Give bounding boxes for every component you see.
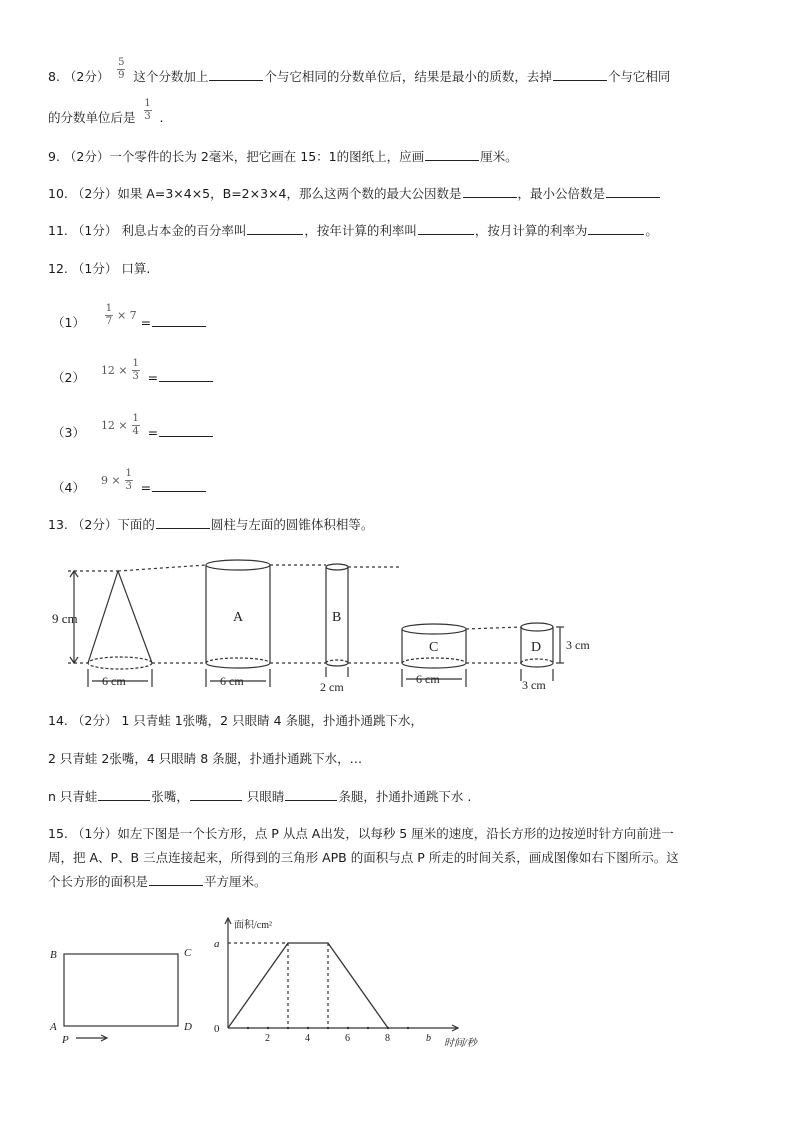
question-number: 13. (48, 517, 68, 532)
question-text: ，最小公倍数是 (517, 186, 606, 201)
answer-blank[interactable] (152, 314, 206, 327)
question-text: 下面的 (117, 517, 155, 532)
question-number: 11. (48, 223, 68, 238)
answer-blank[interactable] (98, 788, 150, 801)
cylinder-c-label: C (429, 640, 439, 655)
question-8-line-1 (48, 57, 671, 89)
fraction: $\frac{1}{3}$ (132, 358, 139, 382)
q12-item-1: （1） $\frac{1}{7}$ × 7 = (52, 312, 207, 335)
question-score: （2分） (63, 69, 110, 84)
question-14-line-2 (48, 750, 362, 768)
cylinder-a-top (206, 560, 270, 570)
height-label: 9 cm (52, 611, 78, 626)
question-text: 个与它相同的分数单位后，结果是最小的质数，去掉 (264, 69, 552, 84)
answer-blank[interactable] (418, 222, 474, 235)
question-14-line-1 (48, 712, 423, 730)
answer-blank[interactable] (209, 68, 263, 81)
question-text: 只眼睛 (246, 789, 285, 804)
question-number: 8. (48, 69, 60, 84)
question-score: （2分） (71, 517, 118, 532)
question-13 (48, 516, 373, 534)
q12-item-3: （3） 12 × $\frac{1}{4}$ = (52, 422, 214, 445)
cone-side (118, 571, 152, 663)
rectangle-figure (44, 940, 204, 1050)
question-text: n 只青蛙 (48, 789, 98, 804)
y-axis-label: 面积/cm² (234, 920, 272, 931)
cone-width-label: 6 cm (102, 674, 126, 688)
item-label: （2） (52, 370, 85, 385)
origin-label: 0 (214, 1023, 220, 1035)
question-9 (48, 148, 518, 166)
question-text: 圆柱与左面的圆锥体积相等。 (210, 517, 374, 532)
question-text: 周，把 A、P、B 三点连接起来，所得到的三角形 APB 的面积与点 P 所走的时间关系，画成图像如右下图所示。这 (48, 850, 679, 865)
question-text: 2 只青蛙 2张嘴，4 只眼睛 8 条腿，扑通扑通跳下水，… (48, 751, 363, 766)
answer-blank[interactable] (285, 788, 337, 801)
cylinder-a-width: 6 cm (220, 674, 244, 688)
x-tick-b: b (426, 1033, 431, 1044)
question-text: 如果 A=3×4×5，B=2×3×4，那么这两个数的最大公因数是 (117, 186, 462, 201)
cylinder-d-label: D (531, 640, 542, 655)
question-score: （2分） (71, 713, 118, 728)
question-text: 张嘴， (151, 789, 189, 804)
question-text: 口算. (121, 261, 151, 276)
cylinder-a-label: A (233, 610, 244, 625)
x-tick-8: 8 (385, 1033, 390, 1044)
fraction-5-9: $\frac{5}{9}$ (118, 57, 125, 81)
answer-blank[interactable] (553, 68, 607, 81)
vertex-c: C (184, 947, 192, 959)
answer-blank[interactable] (149, 873, 203, 886)
answer-blank[interactable] (159, 424, 213, 437)
x-tick-4: 4 (305, 1033, 310, 1044)
q12-item-4: （4） 9 × $\frac{1}{3}$ = (52, 477, 207, 500)
vertex-b: B (50, 949, 57, 961)
answer-blank[interactable] (463, 185, 517, 198)
cylinder-b-label: B (332, 610, 342, 625)
question-text: 一个零件的长为 2毫米，把它画在 15：1的图纸上，应画 (109, 149, 425, 164)
rectangle-abcd (64, 954, 178, 1026)
answer-blank[interactable] (190, 788, 242, 801)
cylinder-d-width: 3 cm (522, 678, 546, 692)
question-score: （1分） (71, 261, 118, 276)
cylinder-b-width: 2 cm (320, 680, 344, 694)
question-text: 利息占本金的百分率叫 (121, 223, 247, 238)
question-text: 厘米。 (480, 149, 518, 164)
question-score: （2分） (71, 186, 118, 201)
point-p: P (62, 1034, 69, 1046)
q12-item-2: （2） 12 × $\frac{1}{3}$ = (52, 367, 214, 390)
question-text: 个与它相同 (607, 69, 671, 84)
answer-blank[interactable] (425, 148, 479, 161)
item-label: （4） (52, 480, 85, 495)
x-axis-label: 时间/秒 (444, 1038, 477, 1049)
vertex-d: D (184, 1021, 192, 1033)
x-tick-6: 6 (345, 1033, 350, 1044)
question-11: 11. （1分） 利息占本金的百分率叫 ，按年计算的利率叫 ，按月计算的利率为 。 (48, 223, 658, 238)
answer-blank[interactable] (247, 222, 303, 235)
question-15-line-1 (48, 825, 674, 843)
question-score: （1分） (71, 826, 118, 841)
question-text: 如左下图是一个长方形，点 P 从点 A出发，以每秒 5 厘米的速度，沿长方形的边按逆时针方向前进一 (117, 826, 674, 841)
question-score: （2分） (63, 149, 110, 164)
cylinder-d-top (521, 623, 553, 631)
cylinder-c-width: 6 cm (416, 672, 440, 686)
fraction: $\frac{1}{3}$ (125, 468, 132, 492)
answer-blank[interactable] (152, 479, 206, 492)
cylinder-d-height: 3 cm (566, 638, 590, 652)
fraction: $\frac{1}{4}$ (132, 413, 139, 437)
question-score: （1分） (71, 223, 118, 238)
question-text: 1 只青蛙 1张嘴，2 只眼睛 4 条腿，扑通扑通跳下水， (121, 713, 423, 728)
question-number: 15. (48, 826, 68, 841)
question-14-line-3 (48, 788, 471, 806)
question-text: ，按年计算的利率叫 (304, 223, 417, 238)
question-10 (48, 185, 661, 203)
cone-base (88, 657, 152, 669)
answer-blank[interactable] (588, 222, 644, 235)
area-line (228, 943, 388, 1028)
question-12 (48, 260, 150, 278)
fraction-1-3: $\frac{1}{3}$ (144, 98, 151, 122)
question-text: 条腿，扑通扑通跳下水 . (338, 789, 472, 804)
question-number: 9. (48, 149, 60, 164)
answer-blank[interactable] (606, 185, 660, 198)
question-15-line-3 (48, 873, 267, 891)
question-15-line-2 (48, 849, 679, 867)
area-time-graph (208, 910, 498, 1050)
answer-blank[interactable] (156, 516, 210, 529)
vertex-a: A (50, 1021, 57, 1033)
question-number: 12. (48, 261, 68, 276)
answer-blank[interactable] (159, 369, 213, 382)
question-8-line-2: 的分数单位后是 $\frac{1}{3}$ . (48, 98, 164, 125)
cone-cylinders-figure (50, 555, 610, 695)
item-label: （3） (52, 425, 85, 440)
question-text: 平方厘米。 (204, 874, 267, 889)
cone-side (88, 571, 118, 663)
cylinder-b-top (326, 564, 348, 570)
fraction: $\frac{1}{7}$ (105, 303, 113, 327)
question-text: 个长方形的面积是 (48, 874, 149, 889)
item-label: （1） (52, 315, 85, 330)
question-text: 的分数单位后是 (48, 110, 136, 125)
y-value-a: a (214, 938, 220, 950)
question-number: 14. (48, 713, 68, 728)
question-text: 这个分数加上 (133, 69, 209, 84)
question-text: ，按月计算的利率为 (474, 223, 588, 238)
x-tick-2: 2 (265, 1033, 270, 1044)
cylinder-c-top (402, 624, 466, 634)
question-number: 10. (48, 186, 68, 201)
